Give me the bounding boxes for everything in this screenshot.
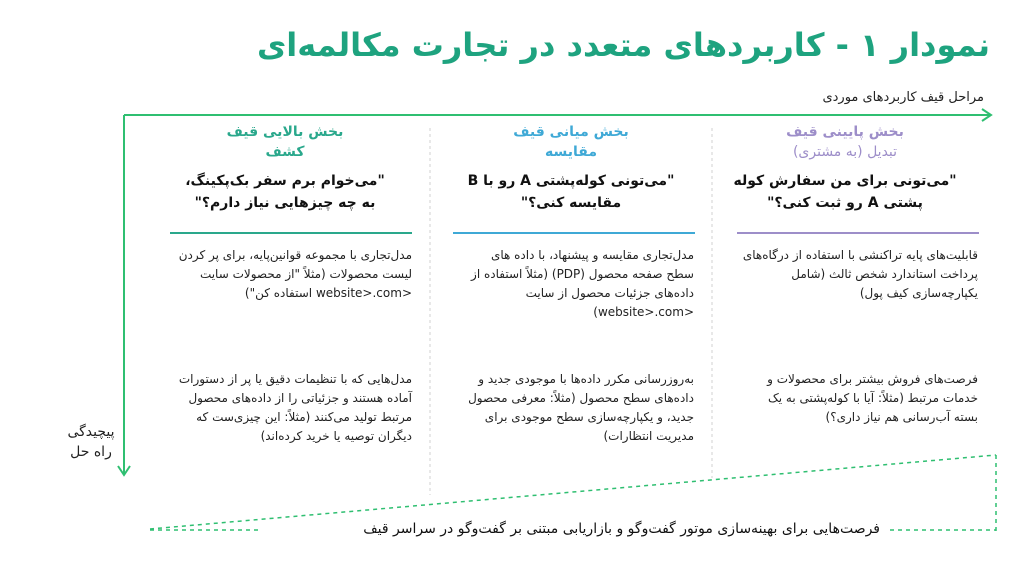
cell-bottom-funnel-1: قابلیت‌های پایه تراکنشی با استفاده از درگاه‌های پرداخت استاندارد شخص ثالث (شامل یکپارچه‌سازی کیف پول)	[742, 248, 978, 300]
column-title: بخش بالایی قیف	[226, 124, 344, 140]
column-mid-funnel	[436, 122, 706, 214]
column-bottom-funnel	[710, 122, 980, 214]
quote-line: به چه چیزهایی نیاز دارم؟"	[194, 195, 376, 211]
page-title: نمودار ۱ - کاربردهای متعدد در تجارت مکالمه‌ای	[256, 26, 990, 64]
column-title: بخش پایینی قیف	[786, 124, 904, 140]
column-title: بخش میانی قیف	[513, 124, 629, 140]
quote-line: "می‌تونی کوله‌پشتی A رو با B	[467, 173, 675, 189]
column-subtitle: مقایسه	[545, 144, 597, 160]
quote-line: "می‌خوام برم سفر بک‌پکینگ،	[185, 173, 385, 189]
column-top-funnel	[150, 122, 420, 214]
quote-line: پشتی A رو ثبت کنی؟"	[767, 195, 923, 211]
cell-top-funnel-1: مدل‌تجاری با مجموعه قوانین‌پایه، برای پر کردن لیست محصولات (مثلاً "از محصولات سایت <website>.com استفاده کن")	[178, 248, 412, 300]
cell-bottom-funnel-2: فرصت‌های فروش بیشتر برای محصولات و خدمات مرتبط (مثلاً: آیا با کوله‌پشتی به یک بسته آب‌رسانی هم نیاز داری؟)	[767, 372, 978, 424]
column-quote	[710, 170, 980, 214]
cell-top-funnel-2: مدل‌هایی که با تنظیمات دقیق یا پر از دستورات آماده هستند و جزئیاتی را از داده‌های محصول مرتبط تولید می‌کنند (مثلاً: این چیزی‌ست که دیگران توصیه یا خرید کرده‌اند)	[178, 372, 412, 443]
cell-mid-funnel-2: به‌روزرسانی مکرر داده‌ها با موجودی جدید و داده‌های سطح محصول (مثلاً: معرفی محصول جدید، و یکپارچه‌سازی سطح موجودی برای مدیریت انتظارات)	[468, 372, 694, 443]
column-quote	[436, 170, 706, 214]
wedge-top-edge	[150, 455, 996, 529]
column-quote	[150, 170, 420, 214]
cell-mid-funnel-1: مدل‌تجاری مقایسه و پیشنهاد، با داده های سطح صفحه محصول (PDP) (مثلاً استفاده از داده‌های جزئیات محصول از سایت <website>.com)	[471, 248, 694, 319]
quote-line: "می‌تونی برای من سفارش کوله	[733, 173, 957, 189]
quote-line: مقایسه کنی؟"	[520, 195, 622, 211]
column-subtitle: کشف	[265, 144, 305, 160]
column-subtitle: تبدیل (به مشتری)	[792, 144, 898, 160]
bottom-caption: فرصت‌هایی برای بهینه‌سازی موتور گفت‌وگو و بازاریابی مبتنی بر گفت‌وگو در سراسر قیف	[363, 521, 880, 537]
y-axis-label	[56, 422, 126, 462]
y-axis-label-line2: راه حل	[70, 444, 112, 460]
y-axis-label-line1: پیچیدگی	[67, 424, 115, 440]
x-axis-label: مراحل قیف کاربردهای موردی	[822, 90, 984, 105]
